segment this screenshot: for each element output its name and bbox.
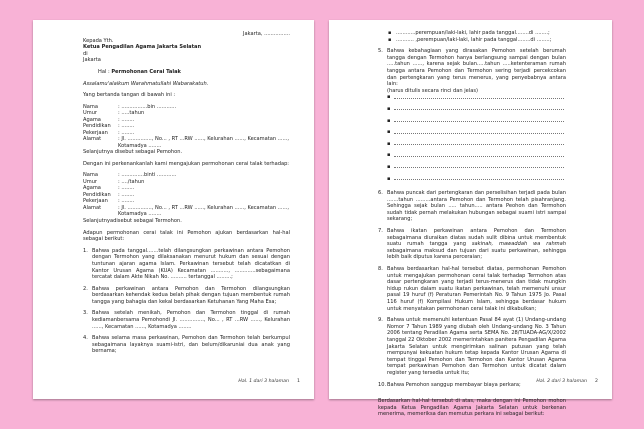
recipient-di: di	[83, 50, 88, 57]
grounds-intro: Adapun permohonan cerai talak ini Pemohon ajukan berdasarkan hal-hal sebagai berikut:	[83, 229, 290, 243]
item-text: Bahwa Pemohon sanggup membayar biaya perkara;	[387, 381, 521, 388]
item-text: Bahwa puncak dari pertengkaran dan perselisihan terjadi pada bulan .......tahun .........antara Pemohon dan Termohon telah pisahranjang. Sehingga sejak bulan ..... tahun..... antara Peohon dan Termohon sudah tidak pernah melakukan hubungan sebagai suami istri sampai sekarang;	[387, 190, 566, 223]
item-number: 3.	[83, 310, 88, 317]
reason-blank-line	[387, 94, 566, 101]
list-item	[83, 335, 290, 355]
reason-blank-line	[387, 118, 566, 125]
field-label: Umur	[83, 110, 98, 117]
reason-blank-line	[387, 176, 566, 183]
field-value: : .....tahun	[118, 110, 145, 117]
field-value: : ..../tahun	[118, 178, 145, 185]
reason-blank-line	[387, 141, 566, 148]
respondent-note: Selanjutnyadisebut sebagai Termohon.	[83, 217, 182, 224]
item-text: Bahwa berdasarkan hal-hal tersebut diatas, permohonan Pemohon untuk mengajukan permohonan cerai talak terhadap Termohon atas dasar pertengkaran yang terjadi terus-menerus dan tidak mungkin hidup rukun dalam suatu ikatan perkawinan, telah memenuhi unsur pasal 19 huruf (f) Peraturan Pemerintah No. 9 Tahun 1975 Jo. Pasal 116 huruf (f) Kompilasi Hukum Islam, sehingga berdasar hukum untuk menyatakan permohonan cerai talak ini dikabulkan;	[387, 266, 566, 312]
item-number: 4.	[83, 335, 88, 342]
page-number: 1	[297, 379, 300, 385]
item-number: 9.	[378, 317, 383, 324]
field-value: : ..............binti ............	[118, 172, 177, 179]
field-value: : ........	[118, 198, 135, 205]
item-text: Bahwa untuk memenuhi ketentuan Pasal 84 ayat (1) Undang-undang Nomor 7 Tahun 1989 yang diubah oleh Undang-undang No. 3 Tahun 2006 tentang Peradilan Agama serta SEMA No. 28/TUADA-AG/X/2002 tanggal 22 Oktober 2002 memerintahkan panitera Pengadilan Agama Jakarta Selatan untuk mengirimkan salinan putusan yang telah mempunyai kekuatan hukum tetap kepada Kantor Urusan Agama di tempat tinggal Pemohon dan Termohon dan Kantor Urusan Agama tempat perkawinan Pemohon dan Termohon untuk dicatat dalam register yang tersedia untuk itu;	[387, 317, 566, 376]
reason-blank-line	[387, 129, 566, 136]
item-text: Bahwa ikatan perkawinan antara Pemohon dan Termohon sebagaimana diuraikan diatas sudah sulit dibina untuk membentuk suatu rumah tangga yang	[387, 228, 566, 248]
item-text: Bahwa setelah menikah, Pemohon dan Termohon tinggal di rumah kediamanbersama Pemohondi Jl. ..............., No... , RT ...RW ......, Kelurahan ......, Kecamatan ......, Kotamadya ........	[92, 310, 290, 330]
field-label: Nama	[83, 172, 99, 179]
field-label: Pekerjaan	[83, 129, 108, 136]
petitioner-identity-table	[83, 104, 290, 150]
item-text: Bahwa pada tanggal.......telah dilangsungkan perkawinan antara Pemohon dengan Termohon yang dilaksanakan menurut hukum dan sesuai dengan tuntunan ajaran agama Islam. Perkawinan tersebut telah dicatatkan di Kantor Urusan Agama (KUA) Kecamatan ..........., .............sebagaimana tercatat dalam Akte Nikah No. .......... tertanggal .........;	[92, 247, 290, 281]
list-item	[83, 310, 290, 330]
page-footer	[238, 379, 300, 386]
list-item	[83, 247, 290, 281]
item-number: 10.	[378, 381, 387, 388]
field-value: : ................bin ............	[118, 103, 177, 110]
recipient-name: Ketua Pengadilan Agama Jakarta Selatan	[83, 44, 202, 51]
subject-line	[83, 69, 290, 76]
respondent-intro: Dengan ini perkenankanlah kami mengajukan permohonan cerai talak terhadap:	[83, 160, 290, 167]
item-text: Bahwa selama masa perkawinan, Pemohon dan Termohon telah berkumpul sebagaimana layaknya suami-istri, dan belum/dikaruniai dua anak yang bernama;	[92, 335, 290, 355]
field-value: : Jl. ..............., No... , RT ...RW ......, Kelurahan ......, Kecamatan ......, Kotamadya ........	[118, 204, 290, 218]
list-item	[378, 190, 566, 223]
item-text-italic: sakinah, mawaddah wa rahmah	[471, 241, 566, 248]
reasons-list	[387, 94, 566, 182]
list-item: ▪ ............perempuan/laki-laki, lahir pada tanggal........di ........;	[388, 30, 566, 37]
item-number: 5.	[378, 48, 383, 55]
reason-blank-line	[387, 106, 566, 113]
list-item	[83, 285, 290, 306]
subject-text: Permohonan Cerai Talak	[111, 68, 181, 75]
item-number: 1.	[83, 247, 88, 254]
document-page-1	[33, 20, 314, 399]
item-number: 2.	[83, 285, 88, 292]
field-row	[83, 205, 290, 218]
field-label: Agama	[83, 116, 101, 123]
field-label: Umur	[83, 178, 98, 185]
recipient-city: Jakarta	[83, 57, 101, 64]
item-number: 7.	[378, 228, 383, 235]
field-label: Pendidikan	[83, 123, 111, 130]
page-number: 2	[595, 379, 598, 385]
field-value: : ........	[118, 129, 135, 136]
petitioner-note: Selanjutnya disebut sebagai Pemohon.	[83, 149, 183, 156]
item-text: Bahwa perkawinan antara Pemohon dan Termohon dilangsungkan berdasarkan kehendak kedua belah pihak dengan tujuan membentuk rumah tangga yang bahagia dan kekal berdasarkan Ketuhanan Yang Maha Esa;	[92, 285, 290, 305]
subject-label: Hal :	[98, 68, 110, 75]
document-page-2	[329, 20, 612, 418]
item-text: sebagaimana maksud dan tujuan dari suatu perkawinan, sehingga lebih baik diputus karena perceraian;	[387, 247, 566, 261]
list-item	[378, 266, 566, 312]
grounds-list-continued	[378, 48, 566, 388]
respondent-identity-table	[83, 172, 290, 218]
reason-blank-line	[387, 152, 566, 159]
page-footer	[536, 379, 598, 386]
field-label: Nama	[83, 103, 99, 110]
item-number: 8.	[378, 266, 383, 273]
grounds-list	[83, 248, 290, 355]
field-value: : ........	[118, 123, 135, 130]
field-value: : ........	[118, 191, 135, 198]
children-list	[378, 30, 566, 43]
reason-blank-line	[387, 164, 566, 171]
date-line: Jakarta, ................	[243, 31, 290, 37]
item-note: (harus ditulis secara rinci dan jelas)	[387, 87, 478, 94]
field-label: Pekerjaan	[83, 198, 108, 205]
list-item	[378, 48, 566, 182]
intro-text: Yang bertanda tangan di bawah ini :	[83, 92, 176, 99]
field-label: Pendidikan	[83, 191, 111, 198]
field-value: : ........	[118, 185, 135, 192]
field-value: : ........	[118, 116, 135, 123]
field-value: : Jl. ..............., No... , RT ...RW ......, Kelurahan ......, Kecamatan ......, Kotamadya ........	[118, 136, 290, 149]
closing-paragraph: Berdasarkan hal-hal tersebut di atas, maka dengan ini Pemohon mohon kepada Ketua Pengadilan Agama Jakarta Selatan untuk berkenan menerima, memeriksa dan memutus perkara ini sebagai berikut:	[378, 398, 566, 418]
greeting: Assalamu'alaikum Warahmatullahi Wabarakatuh.	[83, 80, 209, 87]
item-number: 6.	[378, 190, 383, 197]
recipient-label: Kepada Yth.	[83, 37, 114, 44]
field-label: Alamat	[83, 136, 102, 143]
item-text: Bahwa kebahagiaan yang dirasakan Pemohon setelah berumah tangga dengan Termohon hanya berlangsung sampai dengan bulan .....tahun ......, karena sejak bulan.....tahun .....ketenteraman rumah tangga antara Pemohon dan Termohon sering terjadi percekcokan dan pertengkaran yang terus menerus, yang penyebabnya antara lain:	[387, 48, 566, 88]
field-label: Agama	[83, 185, 101, 192]
list-item	[378, 317, 566, 376]
field-row	[83, 136, 290, 149]
field-label: Alamat	[83, 204, 102, 211]
list-item	[378, 228, 566, 261]
footer-text: Hal. 1 dari 3 halaman	[238, 379, 290, 385]
footer-text: Hal. 2 dari 3 halaman	[536, 379, 588, 385]
list-item: ▪ ........... ,perempuan/laki-laki, lahir pada tanggal........di ........;	[388, 37, 566, 44]
